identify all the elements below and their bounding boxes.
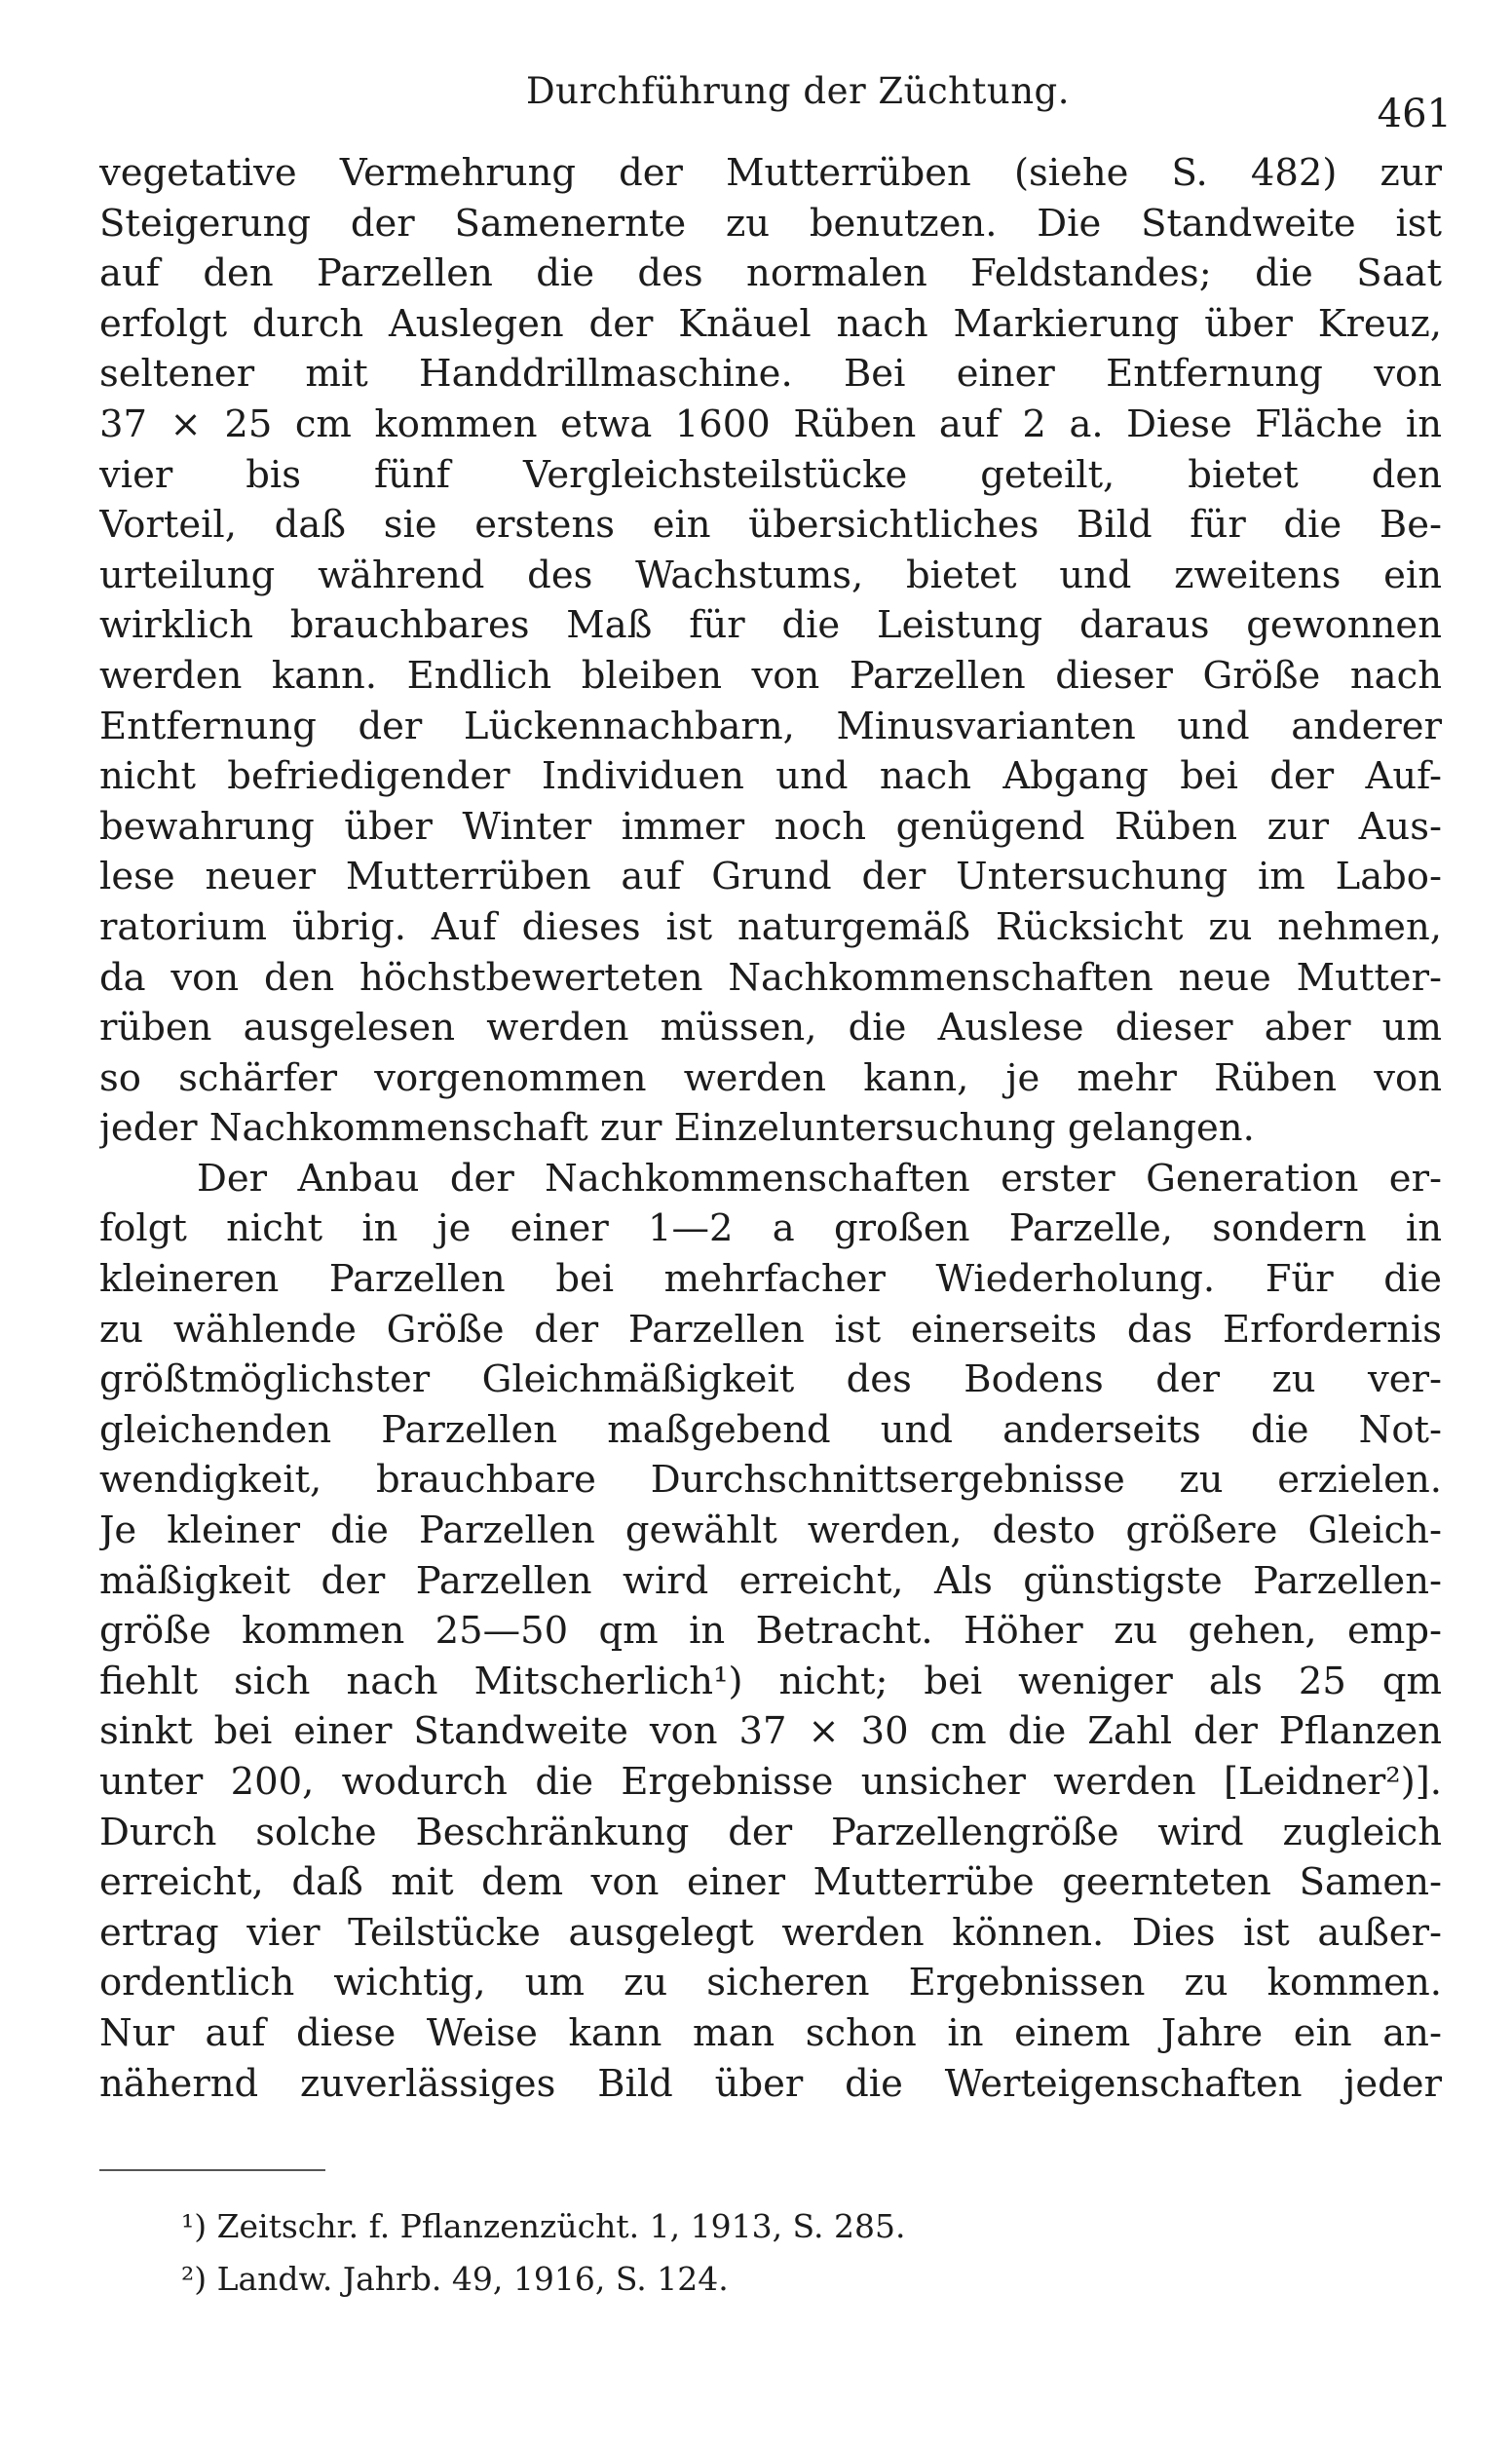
text-line: jeder Nachkommenschaft zur Einzeluntersuchung gelangen. — [99, 1106, 1255, 1151]
text-line: nicht befriedigender Individuen und nach Abgang bei der Auf- — [99, 754, 1442, 799]
text-line: zu wählende Größe der Parzellen ist einerseits das Erfordernis — [99, 1307, 1442, 1352]
text-line: erreicht, daß mit dem von einer Mutterrübe geernteten Samen- — [99, 1860, 1442, 1905]
text-line: bewahrung über Winter immer noch genügend Rüben zur Aus- — [99, 804, 1442, 849]
text-line: wirklich brauchbares Maß für die Leistung daraus gewonnen — [99, 603, 1442, 648]
text-line: Vorteil, daß sie erstens ein übersichtliches Bild für die Be- — [99, 503, 1442, 548]
text-line: fiehlt sich nach Mitscherlich¹) nicht; bei weniger als 25 qm — [99, 1659, 1442, 1703]
text-line: lese neuer Mutterrüben auf Grund der Untersuchung im Labo- — [99, 855, 1442, 899]
text-line: größtmöglichster Gleichmäßigkeit des Bodens der zu ver- — [99, 1357, 1442, 1402]
text-line: so schärfer vorgenommen werden kann, je mehr Rüben von — [99, 1055, 1442, 1100]
text-line: nähernd zuverlässiges Bild über die Werteigenschaften jeder — [99, 2061, 1442, 2106]
footnote-divider — [99, 2169, 325, 2171]
text-line: urteilung während des Wachstums, bietet und zweitens ein — [99, 553, 1442, 597]
text-line: unter 200, wodurch die Ergebnisse unsicher werden [Leidner²)]. — [99, 1760, 1442, 1804]
running-title: Durchführung der Züchtung. — [526, 70, 1070, 112]
text-line: ertrag vier Teilstücke ausgelegt werden können. Dies ist außer- — [99, 1910, 1442, 1955]
text-line: ratorium übrig. Auf dieses ist naturgemäß Rücksicht zu nehmen, — [99, 904, 1442, 949]
body-text — [99, 148, 1442, 2109]
footnote: ²) Landw. Jahrb. 49, 1916, S. 124. — [181, 2260, 729, 2298]
text-line: da von den höchstbewerteten Nachkommenschaften neue Mutter- — [99, 955, 1442, 1000]
text-line: kleineren Parzellen bei mehrfacher Wiederholung. Für die — [99, 1257, 1442, 1302]
text-line: mäßigkeit der Parzellen wird erreicht, Als günstigste Parzellen- — [99, 1558, 1442, 1603]
text-line: vier bis fünf Vergleichsteilstücke geteilt, bietet den — [99, 452, 1442, 497]
text-line: wendigkeit, brauchbare Durchschnittsergebnisse zu erzielen. — [99, 1458, 1442, 1503]
text-line: 37 × 25 cm kommen etwa 1600 Rüben auf 2 a. Diese Fläche in — [99, 401, 1442, 446]
text-line: gleichenden Parzellen maßgebend und anderseits die Not- — [99, 1407, 1442, 1452]
text-line: seltener mit Handdrillmaschine. Bei einer Entfernung von — [99, 352, 1442, 397]
page-number: 461 — [1377, 92, 1452, 136]
text-line: Der Anbau der Nachkommenschaften erster Generation er- — [197, 1156, 1442, 1201]
text-line: größe kommen 25—50 qm in Betracht. Höher zu gehen, emp- — [99, 1609, 1442, 1654]
text-line: Durch solche Beschränkung der Parzellengröße wird zugleich — [99, 1810, 1442, 1854]
text-line: werden kann. Endlich bleiben von Parzellen dieser Größe nach — [99, 653, 1442, 698]
text-line: rüben ausgelesen werden müssen, die Auslese dieser aber um — [99, 1006, 1442, 1050]
text-line: sinkt bei einer Standweite von 37 × 30 cm die Zahl der Pflanzen — [99, 1709, 1442, 1754]
text-line: Nur auf diese Weise kann man schon in einem Jahre ein an- — [99, 2010, 1442, 2055]
footnotes — [181, 2200, 1350, 2306]
text-line: Entfernung der Lückennachbarn, Minusvarianten und anderer — [99, 704, 1442, 748]
text-line: auf den Parzellen die des normalen Feldstandes; die Saat — [99, 251, 1442, 296]
text-line: Je kleiner die Parzellen gewählt werden, desto größere Gleich- — [99, 1508, 1442, 1553]
text-line: folgt nicht in je einer 1—2 a großen Parzelle, sondern in — [99, 1206, 1442, 1251]
text-line: erfolgt durch Auslegen der Knäuel nach Markierung über Kreuz, — [99, 301, 1442, 346]
text-line: Steigerung der Samenernte zu benutzen. Die Standweite ist — [99, 201, 1442, 246]
running-head — [97, 62, 1452, 136]
text-line: vegetative Vermehrung der Mutterrüben (siehe S. 482) zur — [99, 151, 1442, 195]
footnote: ¹) Zeitschr. f. Pflanzenzücht. 1, 1913, S. 285. — [181, 2207, 906, 2245]
text-line: ordentlich wichtig, um zu sicheren Ergebnissen zu kommen. — [99, 1961, 1442, 2005]
